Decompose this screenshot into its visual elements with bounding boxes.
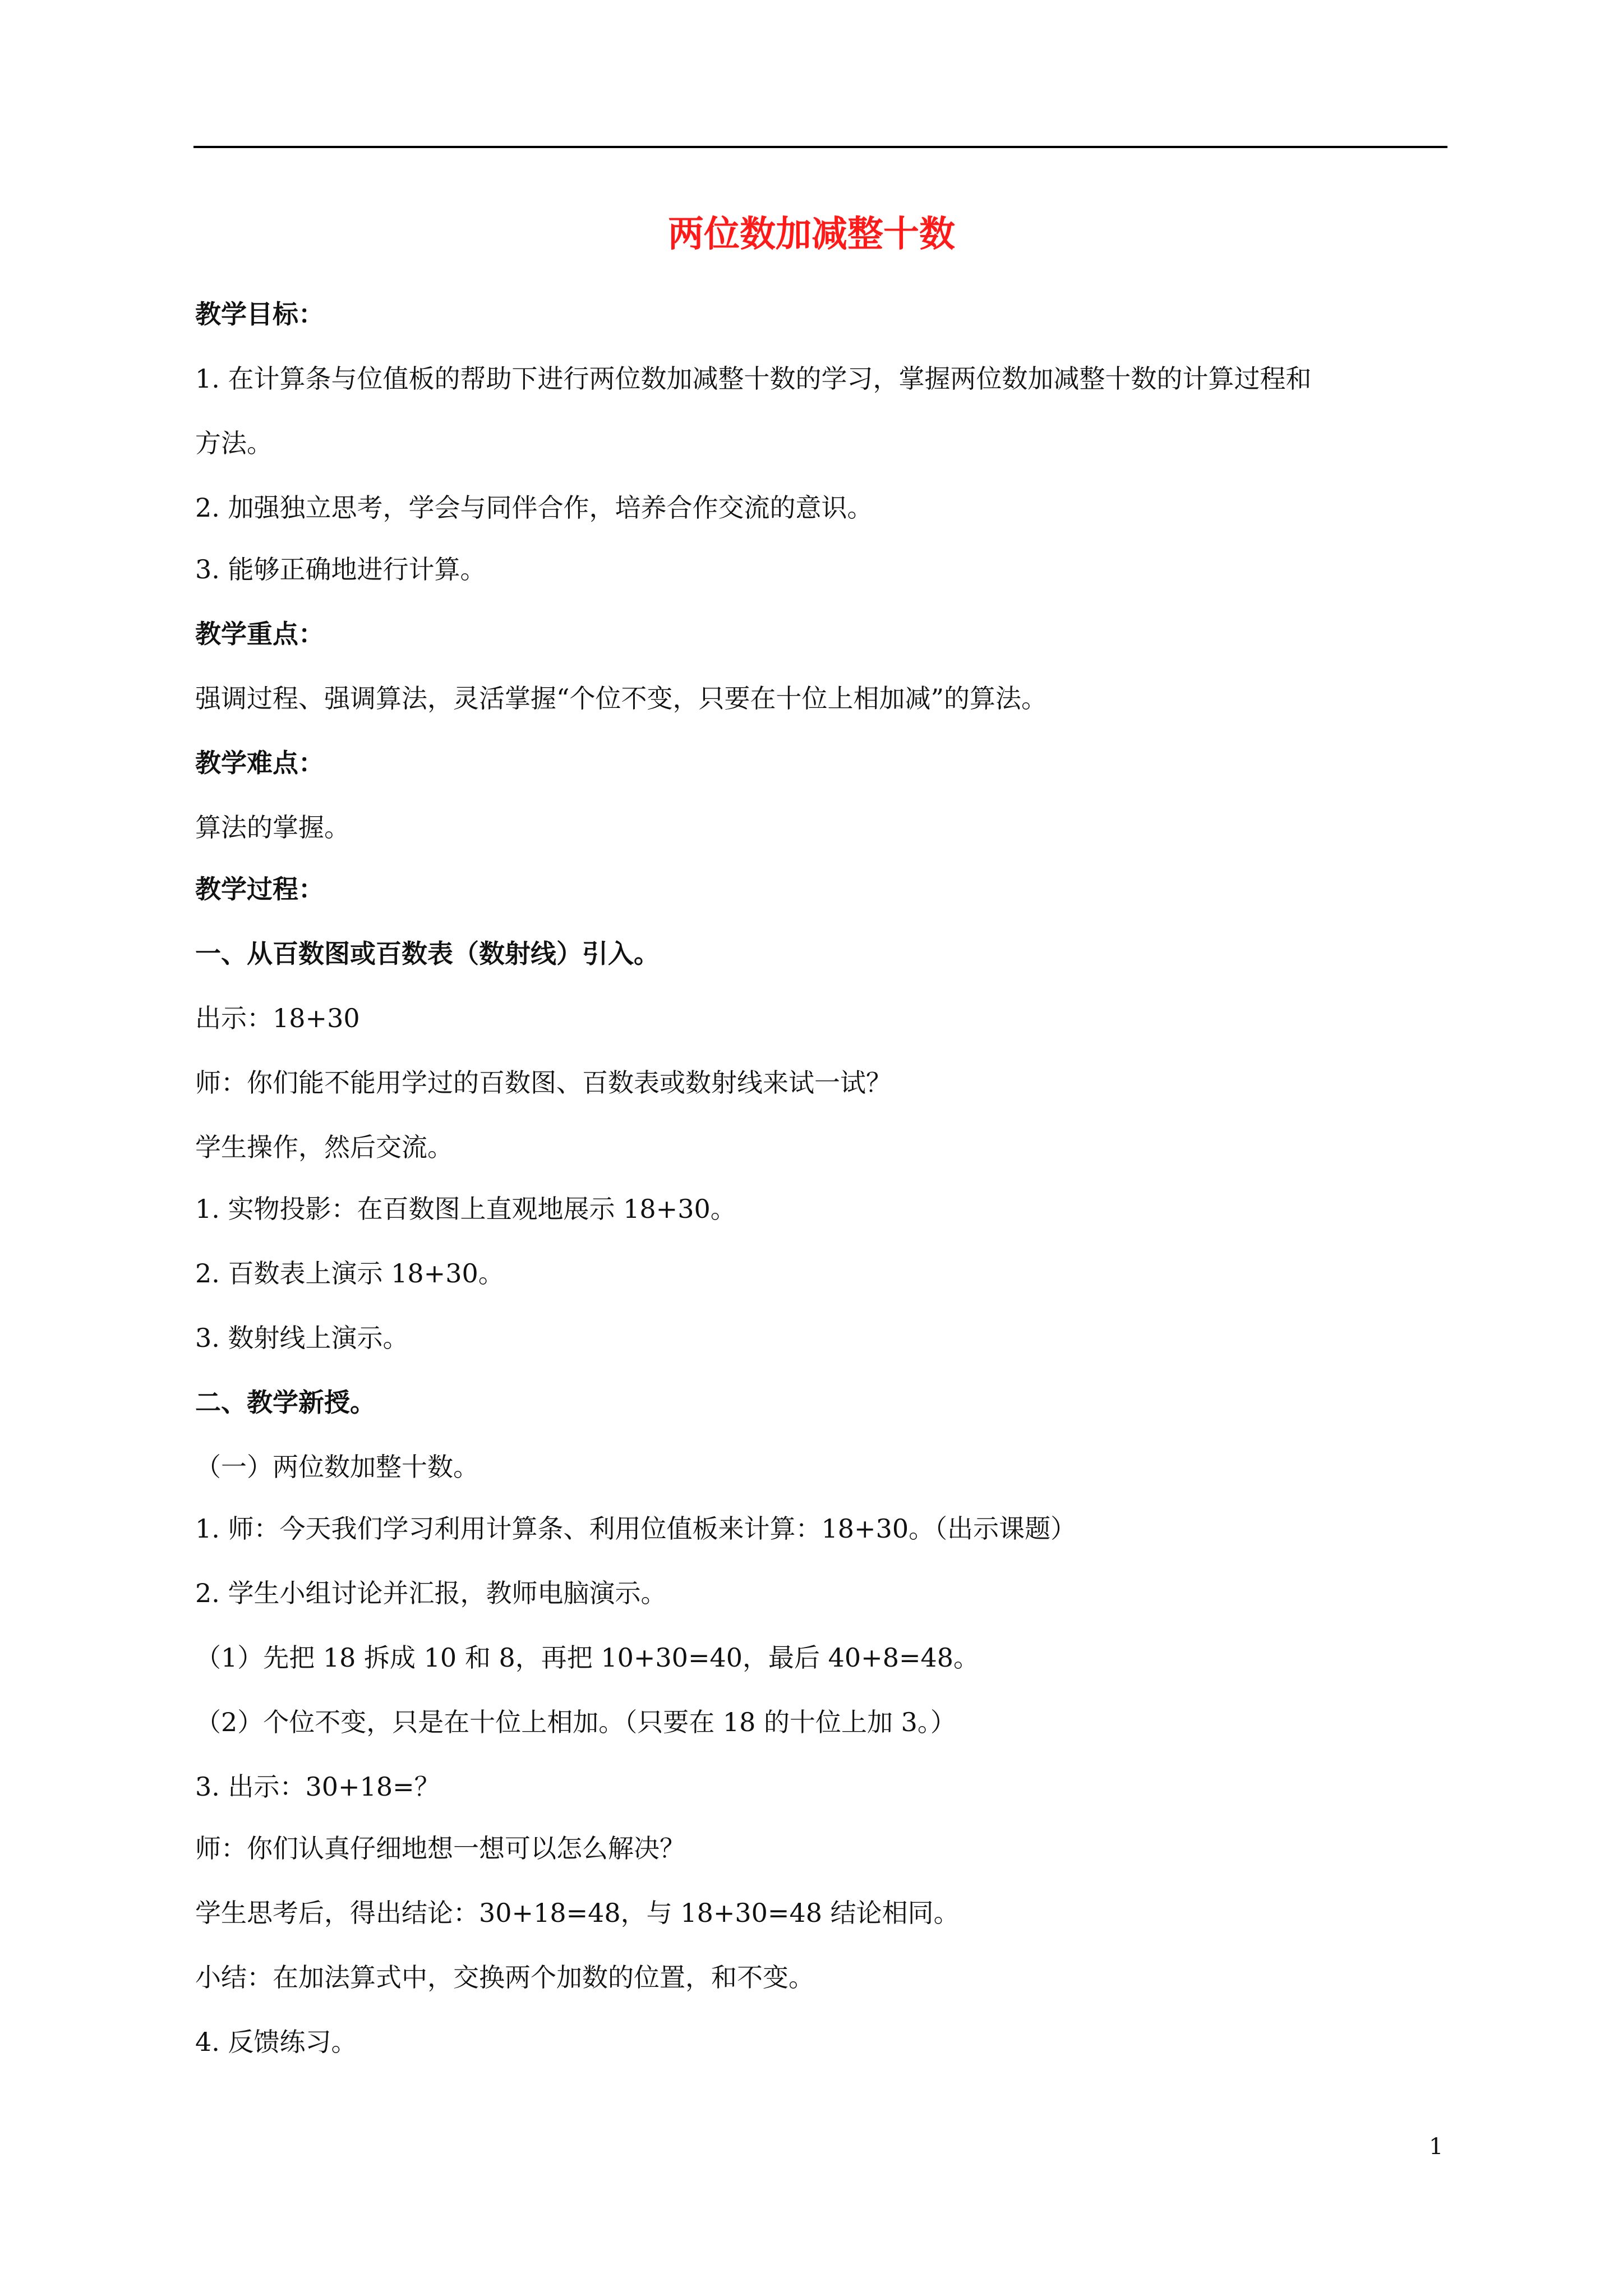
new-lesson-item-2: 2. 学生小组讨论并汇报，教师电脑演示。 [195, 1578, 667, 1608]
method-1: （1）先把 18 拆成 10 和 8，再把 10+30=40，最后 40+8=48。 [195, 1642, 980, 1673]
heading-teaching-goals: 教学目标： [195, 299, 324, 329]
goal-item-1: 1. 在计算条与位值板的帮助下进行两位数加减整十数的学习，掌握两位数加减整十数的计算过程和 [195, 364, 1312, 394]
key-points-text: 强调过程、强调算法，灵活掌握“个位不变，只要在十位上相加减”的算法。 [195, 683, 1048, 714]
heading-teaching-process: 教学过程： [195, 874, 324, 904]
new-lesson-item-1: 1. 师：今天我们学习利用计算条、利用位值板来计算：18+30。（出示课题） [195, 1513, 1077, 1544]
new-lesson-item-4: 4. 反馈练习。 [195, 2027, 357, 2057]
student-operation: 学生操作，然后交流。 [195, 1132, 453, 1162]
summary: 小结：在加法算式中，交换两个加数的位置，和不变。 [195, 1962, 814, 1993]
section-1-heading: 一、从百数图或百数表（数射线）引入。 [195, 938, 660, 969]
process-item-1: 1. 实物投影：在百数图上直观地展示 18+30。 [195, 1194, 736, 1224]
difficulties-text: 算法的掌握。 [195, 812, 350, 843]
subsection-heading: （一）两位数加整十数。 [195, 1452, 479, 1482]
goal-item-1-continued: 方法。 [195, 428, 273, 458]
page-number: 1 [1429, 2134, 1444, 2160]
show-expression: 出示：18+30 [195, 1003, 360, 1033]
student-conclusion: 学生思考后，得出结论：30+18=48，与 18+30=48 结论相同。 [195, 1898, 960, 1928]
header-rule [193, 146, 1447, 148]
goal-item-2: 2. 加强独立思考，学会与同伴合作，培养合作交流的意识。 [195, 493, 873, 523]
new-lesson-item-3: 3. 出示：30+18=？ [195, 1772, 440, 1802]
teacher-question: 师：你们能不能用学过的百数图、百数表或数射线来试一试？ [195, 1068, 892, 1098]
process-item-3: 3. 数射线上演示。 [195, 1323, 409, 1353]
goal-item-3: 3. 能够正确地进行计算。 [195, 554, 486, 585]
document-title: 两位数加减整十数 [668, 214, 955, 255]
teacher-prompt: 师：你们认真仔细地想一想可以怎么解决？ [195, 1833, 685, 1864]
section-2-heading: 二、教学新授。 [195, 1387, 376, 1418]
heading-key-points: 教学重点： [195, 619, 324, 649]
method-2: （2）个位不变，只是在十位上相加。（只要在 18 的十位上加 3。） [195, 1707, 956, 1737]
heading-difficulties: 教学难点： [195, 748, 324, 778]
process-item-2: 2. 百数表上演示 18+30。 [195, 1258, 504, 1289]
